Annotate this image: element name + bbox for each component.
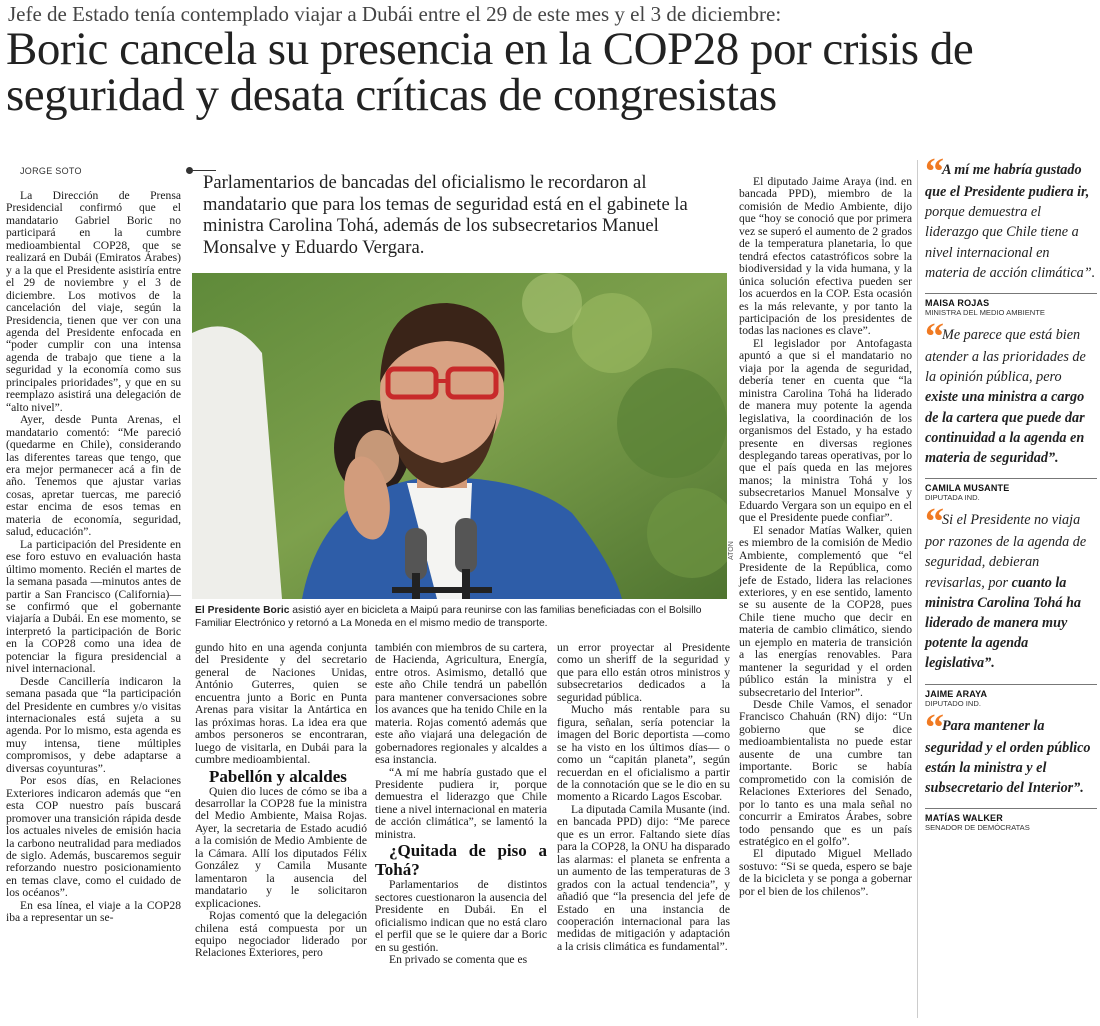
subheading: Pabellón y alcaldes xyxy=(209,766,347,786)
body-column-3 xyxy=(375,642,547,966)
paragraph: En privado se comenta que es xyxy=(389,952,528,966)
quotes-sidebar xyxy=(925,151,1097,840)
pull-quote: “ Para mantener la seguridad y el orden público están la ministra y el subsecretario del Interior”. xyxy=(925,706,1091,797)
quote-author: MATÍAS WALKER xyxy=(925,808,1097,823)
paragraph: Ayer, desde Punta Arenas, el mandatario comentó: “Me pareció (quedarme en Chile), considerando las diferentes tareas que tengo, que era mejor permanecer acá a fin de año. Tenemos que ajustar varias cosas, apretar tuercas, me pareció estar encima de esos temas en materia de economía, seguridad, salud, educación”. xyxy=(6,413,181,539)
paragraph: “A mí me habría gustado que el Presidente pudiera ir, porque demuestra el liderazgo que Chile tiene a nivel internacional en materia de acción climática”, se lamentó la ministra. xyxy=(375,765,547,841)
paragraph: El diputado Jaime Araya (ind. en bancada PPD), miembro de la comisión de Medio Ambiente, dijo que “hoy se conoció que por primera vez se superó el aumento de 2 grados de la temperatura planetaria, lo que tendrá efectos catastróficos sobre la biodiversidad y la vida humana, y la única solución efectiva pueden ser los acuerdos en la COP. Esta ocasión es la más relevante, y por tanto la participación de los presidentes de todas las naciones es clave”. xyxy=(739,175,912,338)
pull-quote: “ A mí me habría gustado que el Presidente pudiera ir, porque demuestra el liderazgo que Chile tiene a nivel internacional en materia de acción climática”. xyxy=(925,151,1096,281)
body-column-2 xyxy=(195,642,367,960)
paragraph: Desde Cancillería indicaron la semana pasada que “la participación del Presidente en cumbres y/o visitas internacionales está sujeta a su agenda. Por lo mismo, esta agenda es muy intensa, tiene múltiples compromisos, y debe adaptarse a diversas coyunturas”. xyxy=(6,674,181,775)
body-column-1 xyxy=(6,190,181,925)
paragraph: La participación del Presidente en ese foro estuvo en evaluación hasta último momento. Recién el martes de la semana pasada —minutos antes de partir a San Francisco (California)— se confirmó que el gobernante viajaría a Dubái. En ese momento, se interpretó la participación de Boric en la COP28 como una idea de potenciar la figura presidencial a nivel internacional. xyxy=(6,537,181,676)
kicker: Jefe de Estado tenía contemplado viajar a Dubái entre el 29 de este mes y el 3 de diciembre: xyxy=(8,2,782,26)
paragraph: Quien dio luces de cómo se iba a desarrollar la COP28 fue la ministra del Medio Ambiente, Maisa Rojas. Ayer, la secretaria de Estado acudió a la comisión de Medio Ambiente de la Cámara. Allí los diputados Félix González y Camila Musante lamentaron la ausencia del mandatario y le solicitaron explicaciones. xyxy=(195,784,367,910)
quote-mark-icon: “ xyxy=(925,706,940,749)
body-column-4 xyxy=(557,642,730,953)
paragraph: un error proyectar al Presidente como un sheriff de la seguridad y que para ello están otros ministros y subsecretarios dedicados a la seguridad pública. xyxy=(557,641,730,704)
photo-credit: ATON xyxy=(728,541,735,560)
pull-quote: “ Si el Presidente no viaja por razones de la agenda de seguridad, debieran revisarlas, por cuanto la ministra Carolina Tohá ha liderado de manera muy potente la agenda legislativa”. xyxy=(925,501,1087,672)
paragraph: gundo hito en una agenda conjunta del Presidente y del secretario general de Naciones Unidas, António Guterres, quien se encuentra junto a Boric en Punta Arenas para visitar la Antártica en las próximas horas. La idea era que ambos personeros se encontraran, luego de visitarla, en Dubái para la cumbre medioambiental. xyxy=(195,641,367,767)
photo-caption xyxy=(195,604,727,630)
news-photo xyxy=(192,273,727,599)
sidebar-divider xyxy=(917,160,918,1018)
paragraph: Desde Chile Vamos, el senador Francisco Chahuán (RN) dijo: “Un gobierno que se dice medioambientalista no puede estar ausente de una cumbre tan importante. Boric se había comprometido con la comisión de Relaciones Exteriores del Senado, por lo tanto es una mala señal no concurrir a Emiratos Árabes, sobre todo pensando que es un país estratégico en el golfo”. xyxy=(739,698,912,849)
quote-author: JAIME ARAYA xyxy=(925,684,1097,699)
paragraph: Rojas comentó que la delegación chilena está compuesta por un equipo negociador liderado por Relaciones Exteriores, pero xyxy=(195,909,367,960)
paragraph: El legislador por Antofagasta apuntó a que si el mandatario no viaja por la agenda de seguridad, debería tener en cuenta que “la ministra Carolina Tohá ha liderado de manera muy potente la agenda legislativa, la coordinación de los organismos del Estado, y ha estado presente en diversas regiones desplegando tareas operativas, por lo que el país queda en las mejores manos; la ministra Tohá y los subsecretarios Manuel Monsalve y Eduardo Vergara son un equipo en el que el Presidente puede confiar”. xyxy=(739,336,912,525)
paragraph: Parlamentarios de distintos sectores cuestionaron la ausencia del Presidente en Dubái. En el oficialismo indican que no está claro el perfil que se le quiere dar a Boric en su gestión. xyxy=(375,878,547,954)
byline-rule xyxy=(188,170,216,171)
paragraph: Mucho más rentable para su figura, señalan, sería potenciar la imagen del Boric deportista —como se ha visto en los últimos días— o como un “capitán planeta”, según recuerdan en el oficialismo a partir de la connotación que se le dio en su momento a Ricardo Lagos Escobar. xyxy=(557,703,730,804)
quote-mark-icon: “ xyxy=(925,316,940,359)
quote-author: MAISA ROJAS xyxy=(925,293,1097,308)
paragraph: La Dirección de Prensa Presidencial confirmó que el mandatario Gabriel Boric no participará en la cumbre medioambiental COP28, que se realizará en Dubái (Emiratos Árabes) y a la que el Presidente asistiría entre el 29 de noviembre y el 3 de diciembre. Los motivos de la cancelación del viaje, según la Presidencia, tienen que ver con una agenda del Presidente enfocada en “poder cumplir con una intensa agenda de trabajo que tiene a la seguridad y la economía como sus principales prioridades”, y que en su reemplazo asistirá una delegación de “alto nivel”. xyxy=(6,189,181,414)
quote-role: MINISTRA DEL MEDIO AMBIENTE xyxy=(925,308,1045,318)
quote-mark-icon: “ xyxy=(925,151,940,193)
headline: Boric cancela su presencia en la COP28 por crisis de seguridad y desata críticas de congresistas xyxy=(6,23,974,121)
lead-paragraph: Parlamentarios de bancadas del oficialismo le recordaron al mandatario que para los temas de seguridad está en el gabinete la ministra Carolina Tohá, además de los subsecretarios Manuel Monsalve y Eduardo Vergara. xyxy=(203,172,688,258)
byline: JORGE SOTO xyxy=(20,166,82,176)
quote-role: DIPUTADA IND. xyxy=(925,493,980,503)
photo-illustration xyxy=(192,273,727,599)
quote-role: DIPUTADO IND. xyxy=(925,698,981,708)
paragraph: La diputada Camila Musante (ind. en bancada PPD) dijo: “Me parece que es un error. Faltando siete días para la COP28, la ONU ha disparado las alarmas: el planeta se enfrenta a un aumento de las temperaturas de 3 grados con la actual tendencia”, y añadió que “la presencia del jefe de Estado en una instancia de cooperación internacional para las medidas de mitigación y adaptación a la crisis climática es fundamental”. xyxy=(557,802,730,953)
paragraph: también con miembros de su cartera, de Hacienda, Agricultura, Energía, entre otros. Asimismo, detalló que este año Chile tendrá un pabellón para mantener conversaciones sobre los avances que ha tenido Chile en la materia. Rojas comentó además que este año viajará una delegación de gobernadores regionales y alcaldes a esa instancia. xyxy=(375,641,547,767)
quote-author: CAMILA MUSANTE xyxy=(925,478,1097,493)
paragraph: El senador Matías Walker, quien es miembro de la comisión de Medio Ambiente, complementó que “el Presidente de la República, como jefe de Estado, lidera las relaciones exteriores, y en ese sentido, lamento se su ausente de la COP28, pues Chile tiene mucho que decir en materia de cambio climático, siendo un ejemplo en materia de transición a las energías renovables. Para mantener la seguridad y el orden público están la ministra y el subsecretario del Interior”. xyxy=(739,523,912,699)
caption-bold: El Presidente Boric xyxy=(195,605,290,616)
paragraph: Por esos días, en Relaciones Exteriores indicaron además que “en esta COP nuestro país buscará promover una transición rápida desde los actuales niveles de emisión hacia la carbono neutralidad para mediados de siglo. Además, buscaremos seguir reforzando nuestro posicionamiento en temas clave, como el cuidado de los océanos”. xyxy=(6,774,181,900)
pull-quote: “ Me parece que está bien atender a las prioridades de la opinión pública, pero existe una ministra a cargo de la cartera que puede dar continuidad a la agenda en materia de seguridad”. xyxy=(925,316,1086,467)
subheading: ¿Quitada de piso a Tohá? xyxy=(375,841,547,880)
body-column-5 xyxy=(739,176,912,898)
quote-mark-icon: “ xyxy=(925,501,940,544)
quote-role: SENADOR DE DEMÓCRATAS xyxy=(925,823,1030,833)
paragraph: En esa línea, el viaje a la COP28 iba a representar un se- xyxy=(6,898,181,925)
caption-text: asistió ayer en bicicleta a Maipú para reunirse con las familias beneficiadas con el Bolsillo Familiar Electrónico y retornó a La Moneda en el mismo medio de transporte. xyxy=(195,605,702,629)
paragraph: El diputado Miguel Mellado sostuvo: “Si se queda, espero se baje de la bicicleta y se ponga a gobernar por el bien de los chilenos”. xyxy=(739,847,912,898)
